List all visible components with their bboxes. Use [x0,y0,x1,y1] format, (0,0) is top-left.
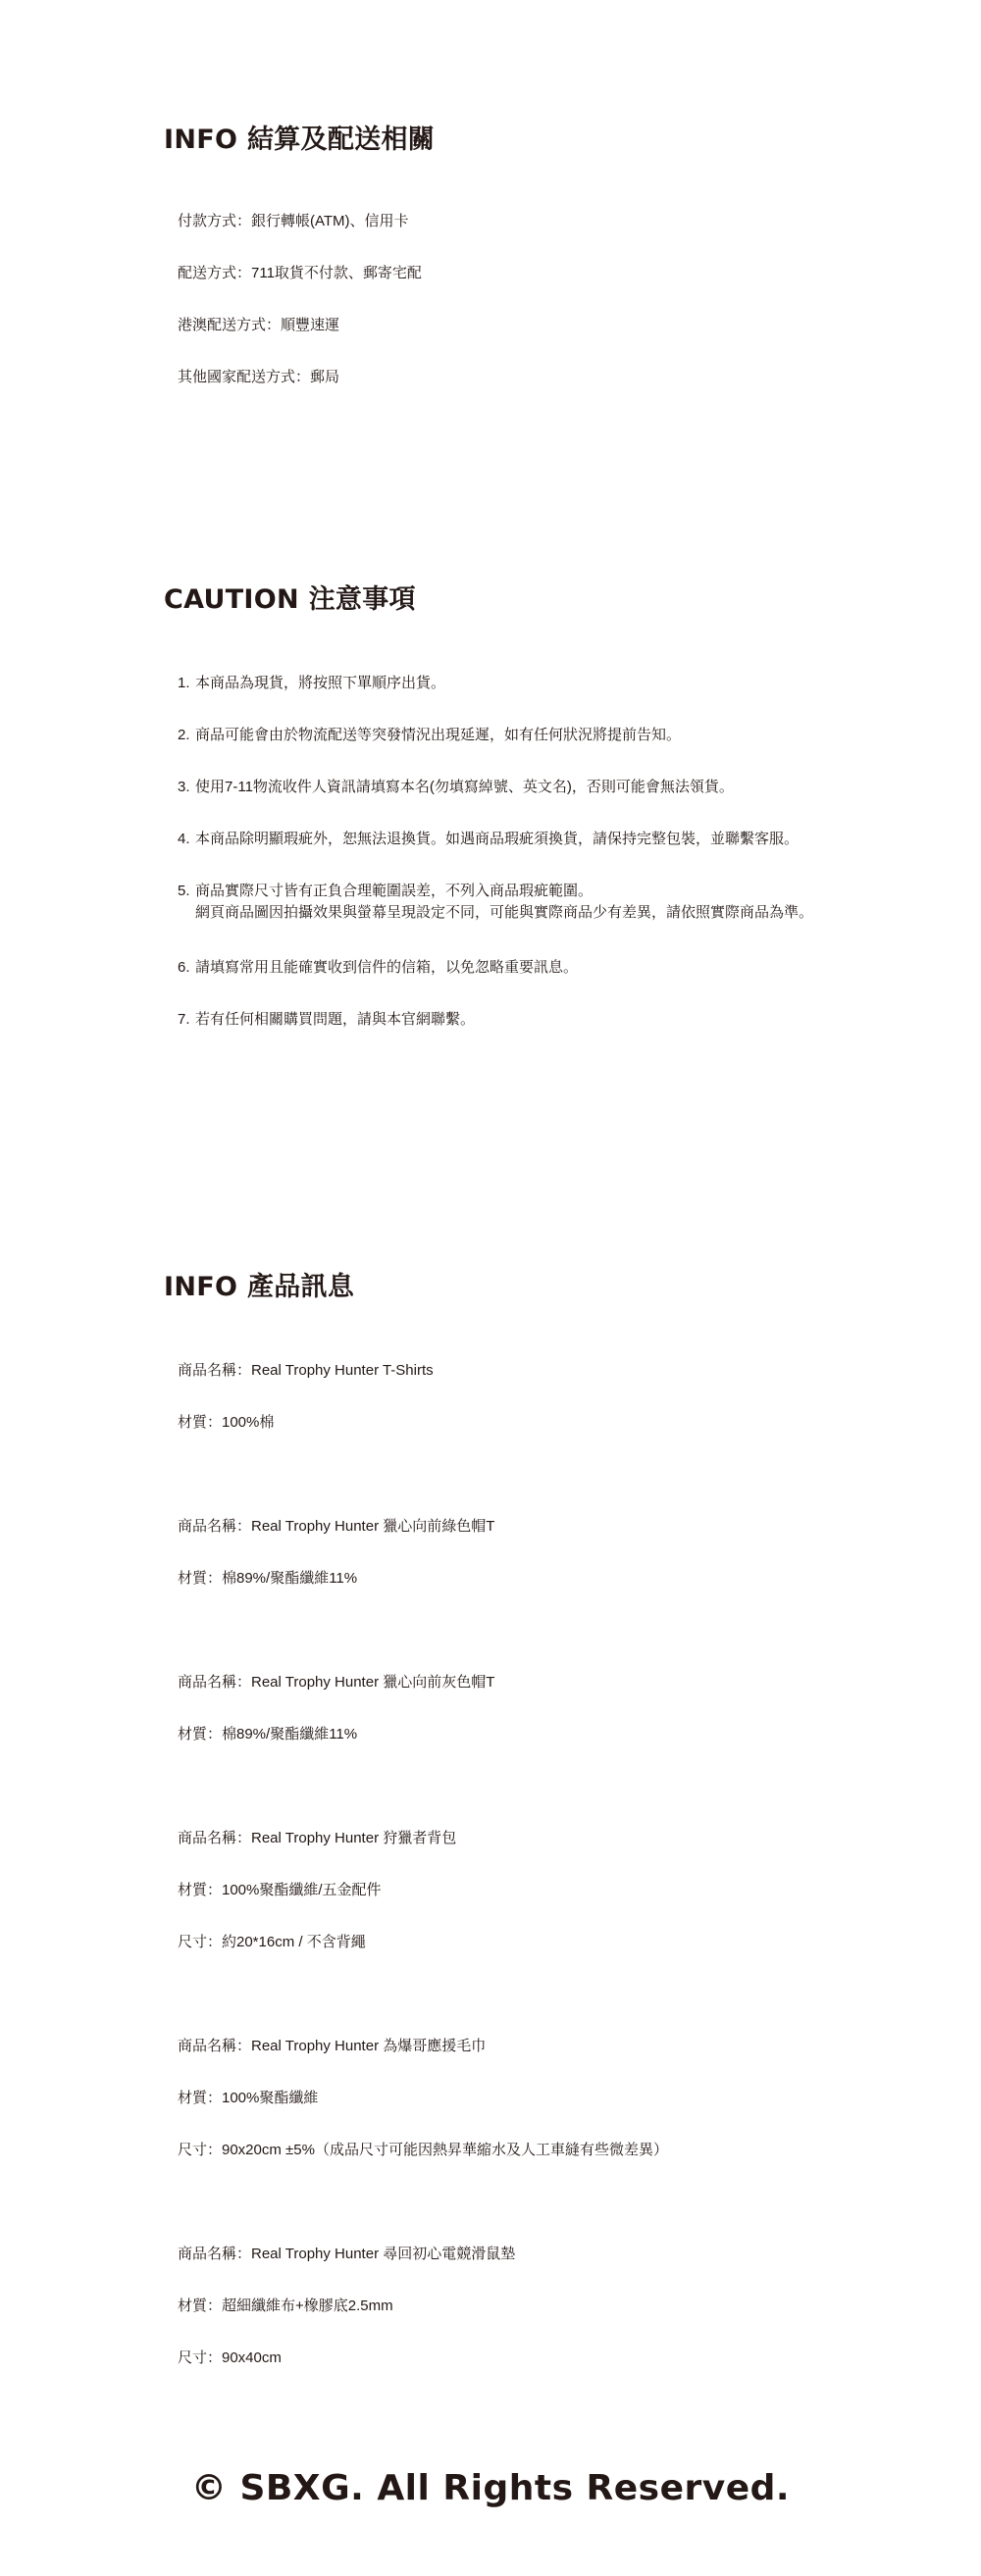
product-material: 材質：超細纖維布+橡膠底2.5mm [178,2298,393,2314]
caution-item-text: 本商品為現貨，將按照下單順序出貨。 [195,675,446,691]
caution-item-number: 2. [178,727,190,743]
caution-item-text: 商品可能會由於物流配送等突發情況出現延遲，如有任何狀況將提前告知。 [195,727,682,743]
shipping-section [164,124,909,408]
payment-methods: 付款方式：銀行轉帳(ATM)、信用卡 [178,213,409,229]
delivery-methods: 配送方式：711取貨不付款、郵寄宅配 [178,265,422,281]
caution-item [178,725,681,746]
caution-item-number: 7. [178,1011,190,1028]
caution-item-continuation [178,902,813,924]
product-material: 材質：100%聚酯纖維/五金配件 [178,1882,382,1898]
caution-item [178,829,799,850]
product-material: 材質：100%聚酯纖維 [178,2090,319,2106]
caution-item-number: 4. [178,831,190,847]
product-name: 商品名稱：Real Trophy Hunter T-Shirts [178,1362,434,1379]
product-size: 尺寸：90x20cm ±5%（成品尺寸可能因熱昇華縮水及人工車縫有些微差異） [178,2142,668,2158]
caution-item-number: 5. [178,883,190,899]
product-name: 商品名稱：Real Trophy Hunter 狩獵者背包 [178,1830,457,1846]
caution-item-text: 本商品除明顯瑕疵外，恕無法退換貨。如遇商品瑕疵須換貨，請保持完整包裝，並聯繫客服。 [195,831,800,847]
caution-item-number: 1. [178,675,190,691]
hk-macau-delivery: 港澳配送方式：順豐速運 [178,317,340,333]
product-name: 商品名稱：Real Trophy Hunter 尋回初心電競滑鼠墊 [178,2246,516,2262]
caution-item-number: 6. [178,959,190,976]
international-delivery: 其他國家配送方式：郵局 [178,369,340,385]
product-name: 商品名稱：Real Trophy Hunter 獵心向前灰色帽T [178,1674,495,1691]
caution-item-text: 使用7-11物流收件人資訊請填寫本名(勿填寫綽號、英文名)，否則可能會無法領貨。 [195,779,734,795]
caution-item-text: 商品實際尺寸皆有正負合理範圍誤差，不列入商品瑕疵範圍。 [195,883,594,899]
caution-item [178,1009,475,1031]
product-material: 材質：棉89%/聚酯纖維11% [178,1726,358,1743]
product-material: 材質：100%棉 [178,1414,275,1431]
caution-item-number: 3. [178,779,190,795]
product-name: 商品名稱：Real Trophy Hunter 為爆哥應援毛巾 [178,2038,487,2054]
caution-item-text-line2: 網頁商品圖因拍攝效果與螢幕呈現設定不同，可能與實際商品少有差異，請依照實際商品為準。 [195,904,814,921]
product-name: 商品名稱：Real Trophy Hunter 獵心向前綠色帽T [178,1518,495,1535]
product-info-section [164,1271,909,2384]
caution-item [178,777,734,798]
caution-item-text: 若有任何相關購買問題，請與本官網聯繫。 [195,1011,476,1028]
product-size: 尺寸：約20*16cm / 不含背繩 [178,1934,366,1950]
caution-heading: CAUTION 注意事項 [164,584,416,615]
caution-item-text: 請填寫常用且能確實收到信件的信箱，以免忽略重要訊息。 [195,959,579,976]
copyright-footer: © SBXG. All Rights Reserved. [190,2468,791,2508]
product-info-heading: INFO 產品訊息 [164,1272,355,1302]
caution-item [178,957,578,979]
shipping-heading: INFO 結算及配送相關 [164,125,436,155]
product-size: 尺寸：90x40cm [178,2349,282,2366]
caution-section [164,583,909,1044]
caution-item [178,881,593,902]
product-material: 材質：棉89%/聚酯纖維11% [178,1570,358,1587]
caution-item [178,673,445,694]
